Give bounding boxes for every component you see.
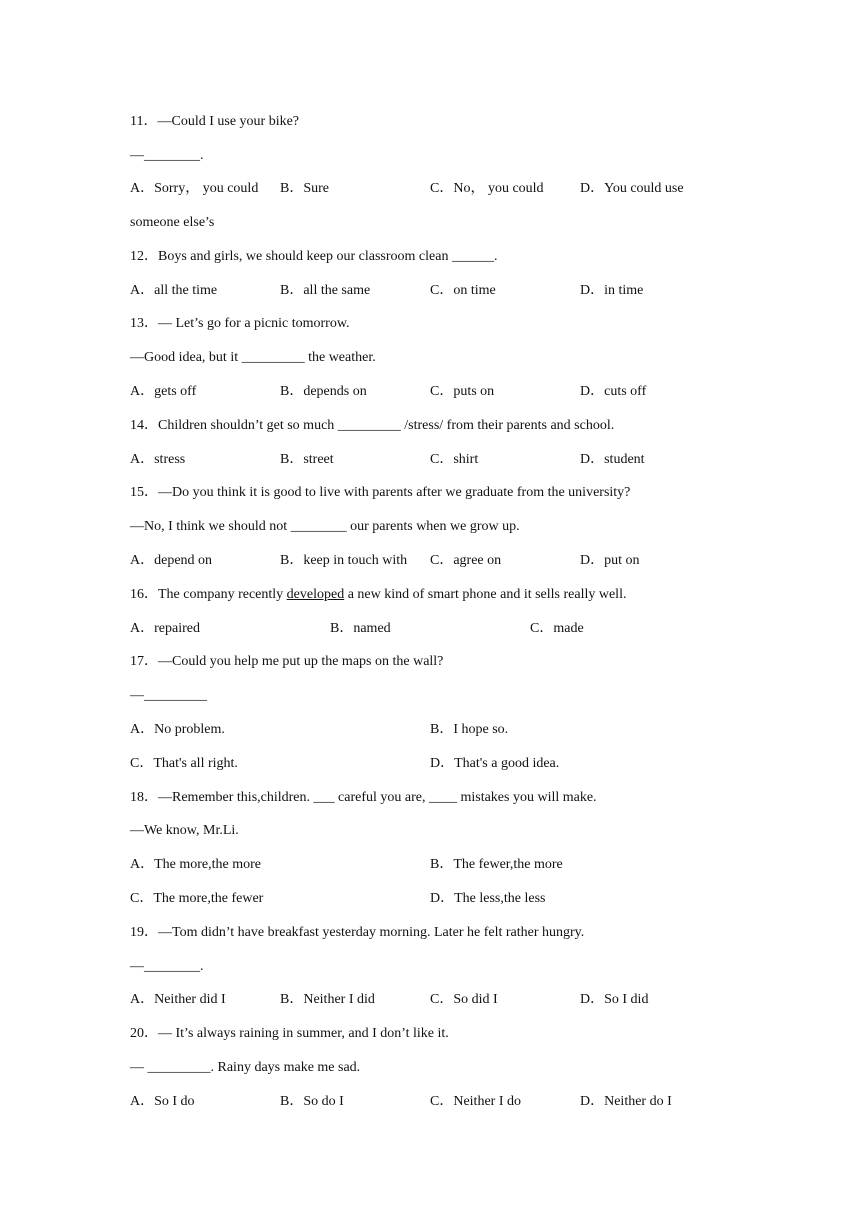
question-16-stem-end: a new kind of smart phone and it sells really well. — [344, 587, 627, 602]
question-16-option-a[interactable]: A．repaired — [130, 621, 200, 636]
question-11-option-b[interactable]: B．Sure — [280, 181, 329, 196]
question-11-reply: —________. — [130, 148, 204, 163]
question-11-stem: 11．—Could I use your bike? — [130, 114, 300, 129]
question-18-option-c[interactable]: C．The more,the fewer — [130, 891, 264, 906]
question-17-option-d[interactable]: D．That's a good idea. — [430, 756, 560, 771]
question-16-option-c[interactable]: C．made — [530, 621, 584, 636]
question-16-stem-start: 16．The company recently — [130, 587, 287, 602]
question-19-option-c[interactable]: C．So did I — [430, 992, 498, 1007]
question-15-option-a[interactable]: A．depend on — [130, 553, 213, 568]
question-14-option-a[interactable]: A．stress — [130, 452, 186, 467]
question-12-option-c[interactable]: C．on time — [430, 283, 496, 298]
question-17-option-c[interactable]: C．That's all right. — [130, 756, 238, 771]
question-16-option-b[interactable]: B．named — [330, 621, 391, 636]
question-20-option-b[interactable]: B．So do I — [280, 1094, 344, 1109]
question-19-option-d[interactable]: D．So I did — [580, 992, 649, 1007]
question-12-option-b[interactable]: B．all the same — [280, 283, 371, 298]
question-16-stem — [130, 586, 626, 604]
question-15-reply: —No, I think we should not ________ our parents when we grow up. — [130, 519, 520, 534]
question-15-stem: 15．—Do you think it is good to live with parents after we graduate from the university? — [130, 485, 631, 500]
question-13-option-c[interactable]: C．puts on — [430, 384, 495, 399]
question-13-option-d[interactable]: D．cuts off — [580, 384, 647, 399]
question-20-stem: 20．— It’s always raining in summer, and I don’t like it. — [130, 1026, 449, 1041]
question-18-option-a[interactable]: A．The more,the more — [130, 857, 262, 872]
question-17-option-b[interactable]: B．I hope so. — [430, 722, 509, 737]
question-17-reply: —_________ — [130, 688, 207, 703]
question-11-option-c[interactable]: C．No， you could — [430, 181, 544, 196]
question-13-stem: 13．— Let’s go for a picnic tomorrow. — [130, 316, 350, 331]
question-12-option-a[interactable]: A．all the time — [130, 283, 218, 298]
question-11-option-d[interactable]: D．You could use — [580, 181, 684, 196]
question-19-stem: 19．—Tom didn’t have breakfast yesterday morning. Later he felt rather hungry. — [130, 925, 585, 940]
question-13-reply: —Good idea, but it _________ the weather. — [130, 350, 376, 365]
question-18-option-d[interactable]: D．The less,the less — [430, 891, 546, 906]
question-19-reply: —________. — [130, 959, 204, 974]
question-11-option-d-continuation: someone else’s — [130, 215, 215, 230]
question-14-option-b[interactable]: B．street — [280, 452, 334, 467]
question-14-option-d[interactable]: D．student — [580, 452, 645, 467]
question-13-option-b[interactable]: B．depends on — [280, 384, 367, 399]
question-20-reply: — _________. Rainy days make me sad. — [130, 1060, 361, 1075]
question-18-stem: 18．—Remember this,children. ___ careful you are, ____ mistakes you will make. — [130, 790, 597, 805]
question-17-option-a[interactable]: A．No problem. — [130, 722, 225, 737]
question-15-option-b[interactable]: B．keep in touch with — [280, 553, 408, 568]
question-15-option-d[interactable]: D．put on — [580, 553, 640, 568]
question-19-option-a[interactable]: A．Neither did I — [130, 992, 226, 1007]
question-14-option-c[interactable]: C．shirt — [430, 452, 479, 467]
question-20-option-d[interactable]: D．Neither do I — [580, 1094, 672, 1109]
question-14-stem: 14．Children shouldn’t get so much _________ /stress/ from their parents and school. — [130, 418, 615, 433]
question-20-option-c[interactable]: C．Neither I do — [430, 1094, 521, 1109]
question-16-underlined-word: developed — [286, 587, 345, 602]
question-12-stem: 12．Boys and girls, we should keep our classroom clean ______. — [130, 249, 498, 264]
question-13-option-a[interactable]: A．gets off — [130, 384, 197, 399]
question-12-option-d[interactable]: D．in time — [580, 283, 644, 298]
question-19-option-b[interactable]: B．Neither I did — [280, 992, 375, 1007]
question-18-option-b[interactable]: B．The fewer,the more — [430, 857, 563, 872]
question-11-option-a[interactable]: A．Sorry， you could — [130, 181, 259, 196]
question-20-option-a[interactable]: A．So I do — [130, 1094, 195, 1109]
question-15-option-c[interactable]: C．agree on — [430, 553, 502, 568]
question-17-stem: 17．—Could you help me put up the maps on the wall? — [130, 654, 444, 669]
question-18-reply: —We know, Mr.Li. — [130, 823, 239, 838]
